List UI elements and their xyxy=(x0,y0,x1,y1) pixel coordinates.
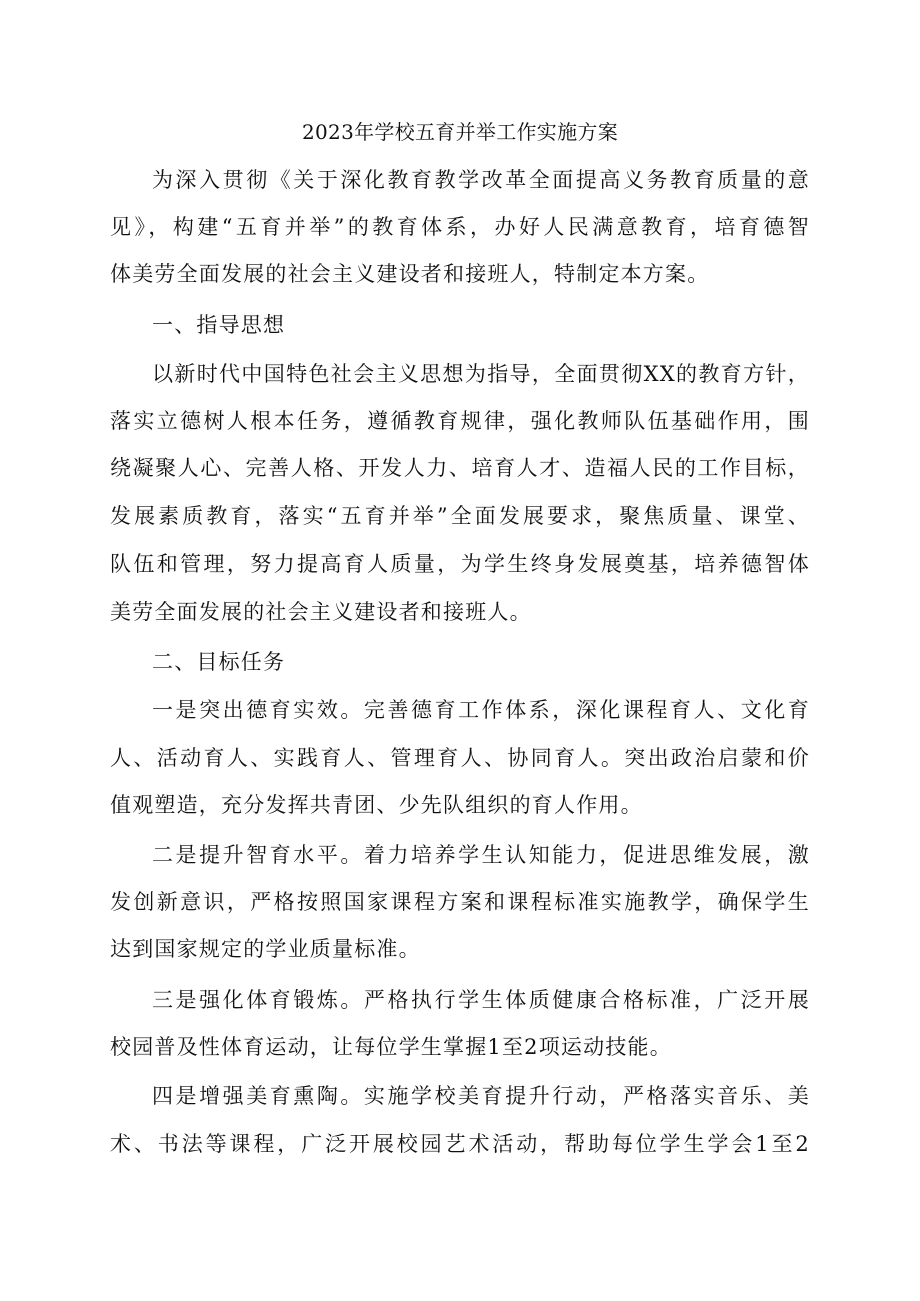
paragraph-line: 发创新意识，严格按照国家课程方案和课程标准实施教学，确保学生 xyxy=(110,890,810,914)
paragraph-line: 四是增强美育熏陶。实施学校美育提升行动，严格落实音乐、美 xyxy=(152,1084,810,1108)
paragraph-line: 校园普及性体育运动，让每位学生掌握1至2项运动技能。 xyxy=(110,1035,672,1059)
paragraph-line: 为深入贯彻《关于深化教育教学改革全面提高义务教育质量的意 xyxy=(152,168,810,192)
paragraph-line: 二是提升智育水平。着力培养学生认知能力，促进思维发展，激 xyxy=(152,843,810,867)
paragraph-line: 美劳全面发展的社会主义建设者和接班人。 xyxy=(110,600,532,624)
paragraph-line: 绕凝聚人心、完善人格、开发人力、培育人才、造福人民的工作目标， xyxy=(110,456,810,480)
paragraph-line: 以新时代中国特色社会主义思想为指导，全面贯彻XX的教育方针， xyxy=(152,362,810,386)
paragraph-line: 值观塑造，充分发挥共青团、少先队组织的育人作用。 xyxy=(110,793,643,817)
paragraph-line: 三是强化体育锻炼。严格执行学生体质健康合格标准，广泛开展 xyxy=(152,988,810,1012)
section-heading: 二、目标任务 xyxy=(152,650,286,674)
paragraph-line: 术、书法等课程，广泛开展校园艺术活动，帮助每位学生学会1至2 xyxy=(110,1132,810,1156)
paragraph-line: 一是突出德育实效。完善德育工作体系，深化课程育人、文化育 xyxy=(152,698,810,722)
paragraph-line: 达到国家规定的学业质量标准。 xyxy=(110,937,421,961)
document-title: 2023年学校五育并举工作实施方案 xyxy=(302,120,618,144)
paragraph-line: 见》，构建“五育并举”的教育体系，办好人民满意教育，培育德智 xyxy=(110,215,810,239)
paragraph-line: 落实立德树人根本任务，遵循教育规律，强化教师队伍基础作用，围 xyxy=(110,409,810,433)
paragraph-line: 队伍和管理，努力提高育人质量，为学生终身发展奠基，培养德智体 xyxy=(110,552,810,576)
paragraph-line: 发展素质教育，落实“五育并举”全面发展要求，聚焦质量、课堂、 xyxy=(110,504,810,528)
section-heading: 一、指导思想 xyxy=(152,313,286,337)
paragraph-line: 人、活动育人、实践育人、管理育人、协同育人。突出政治启蒙和价 xyxy=(110,746,810,770)
paragraph-line: 体美劳全面发展的社会主义建设者和接班人，特制定本方案。 xyxy=(110,262,710,286)
